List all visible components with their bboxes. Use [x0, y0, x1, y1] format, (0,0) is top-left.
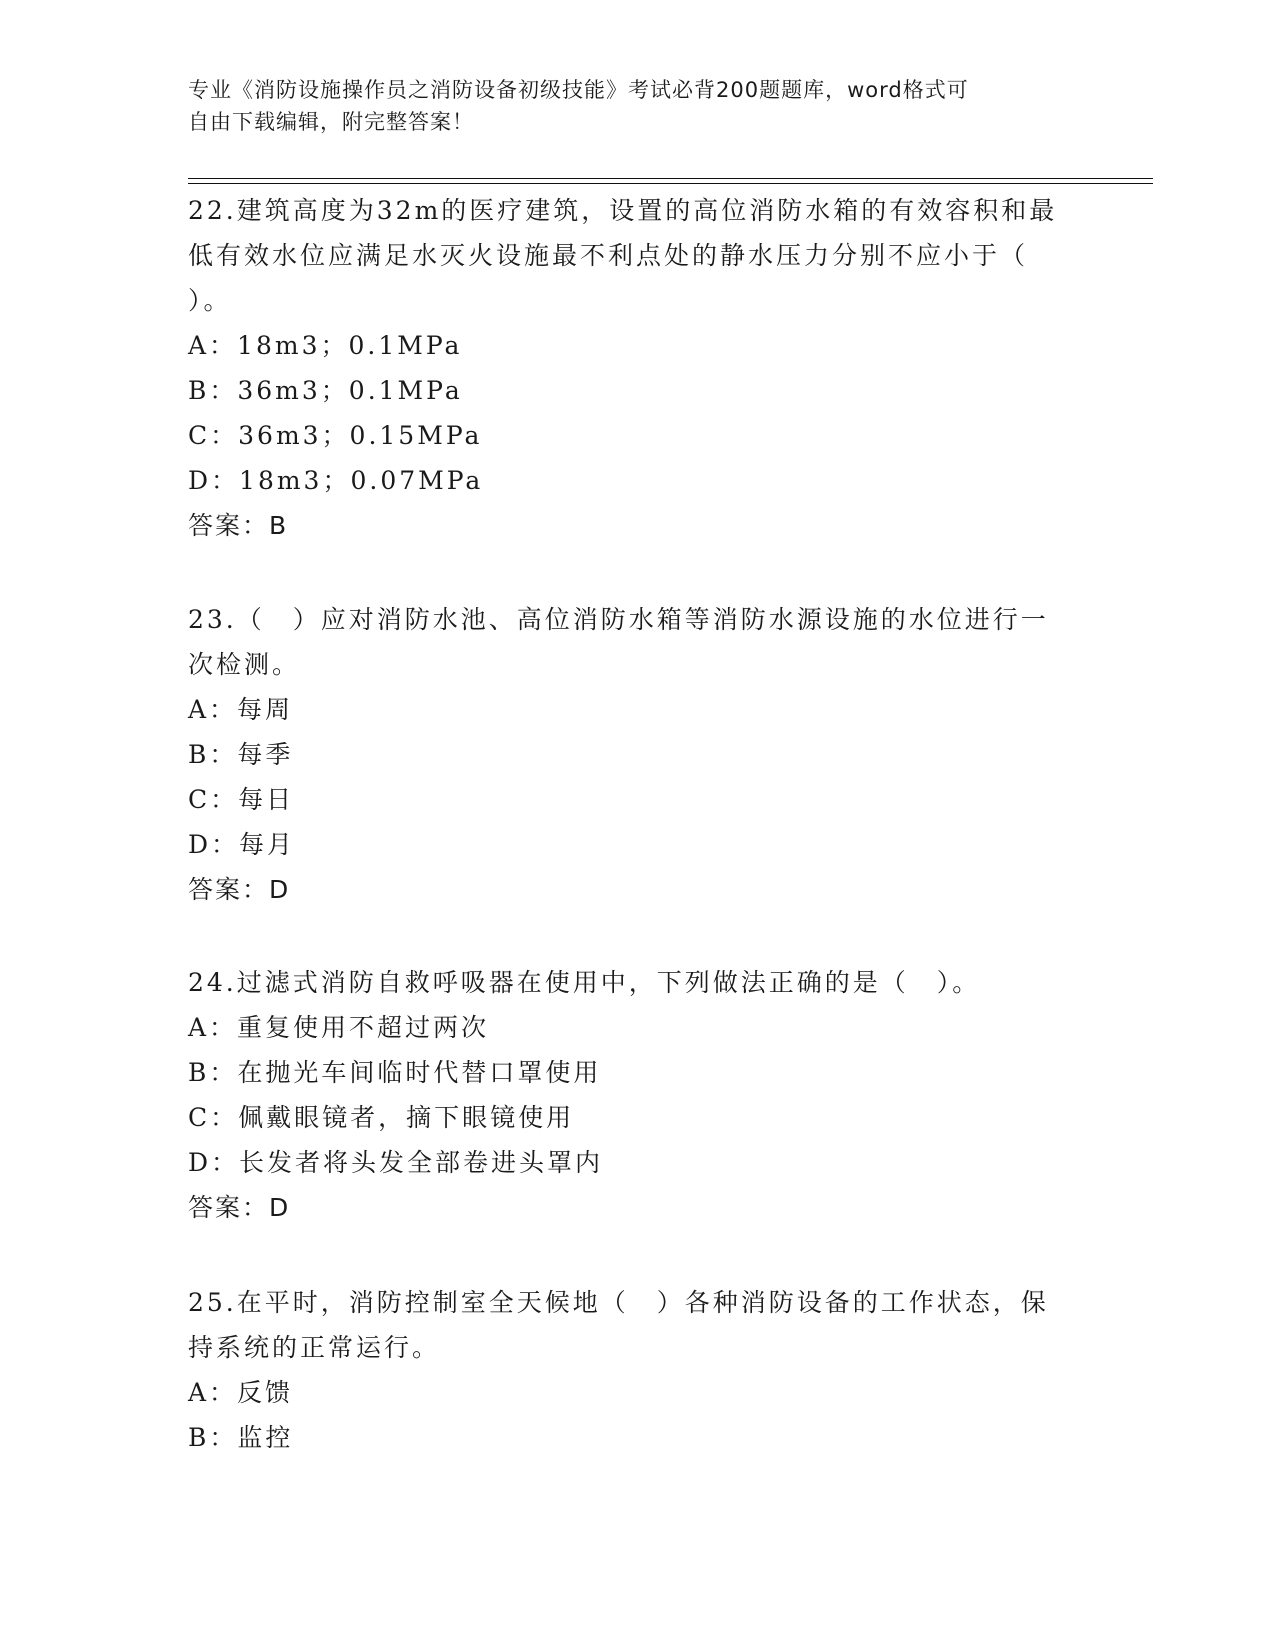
answer-label: 答案：B — [188, 511, 289, 540]
question-stem-line: 持系统的正常运行。 — [188, 1333, 441, 1362]
question-stem-line: 22.建筑高度为32m的医疗建筑，设置的高位消防水箱的有效容积和最 — [188, 196, 1058, 225]
header-divider-top — [188, 178, 1153, 179]
option-a: A：反馈 — [188, 1378, 294, 1407]
answer-label: 答案：D — [188, 1193, 291, 1222]
option-b: B：每季 — [188, 740, 294, 769]
option-d: D：长发者将头发全部卷进头罩内 — [188, 1148, 604, 1177]
option-d: D：18m3；0.07MPa — [188, 466, 484, 495]
header-divider-bottom — [188, 183, 1153, 184]
question-stem-line: 25.在平时，消防控制室全天候地（ ）各种消防设备的工作状态，保 — [188, 1288, 1049, 1317]
answer-label: 答案：D — [188, 875, 291, 904]
question-22 — [188, 188, 1148, 548]
option-c: C：每日 — [188, 785, 295, 814]
question-stem-line: 次检测。 — [188, 650, 301, 679]
option-d: D：每月 — [188, 830, 296, 859]
option-a: A：重复使用不超过两次 — [188, 1013, 490, 1042]
question-24 — [188, 960, 1148, 1230]
question-23 — [188, 597, 1148, 912]
header-line-1: 专业《消防设施操作员之消防设备初级技能》考试必背200题题库，word格式可 — [188, 78, 969, 102]
question-stem-line: ）。 — [188, 286, 232, 315]
question-stem-line: 低有效水位应满足水灭火设施最不利点处的静水压力分别不应小于（ — [188, 241, 1029, 270]
question-stem-line: 24.过滤式消防自救呼吸器在使用中，下列做法正确的是（ ）。 — [188, 968, 981, 997]
option-b: B：36m3；0.1MPa — [188, 376, 463, 405]
question-stem-line: 23.（ ）应对消防水池、高位消防水箱等消防水源设施的水位进行一 — [188, 605, 1049, 634]
question-25 — [188, 1280, 1148, 1460]
option-c: C：佩戴眼镜者，摘下眼镜使用 — [188, 1103, 575, 1132]
document-header — [188, 74, 1088, 138]
option-a: A：每周 — [188, 695, 294, 724]
header-line-2: 自由下载编辑，附完整答案！ — [188, 110, 474, 134]
option-b: B：在抛光车间临时代替口罩使用 — [188, 1058, 602, 1087]
option-b: B：监控 — [188, 1423, 294, 1452]
option-c: C：36m3；0.15MPa — [188, 421, 483, 450]
option-a: A：18m3；0.1MPa — [188, 331, 463, 360]
